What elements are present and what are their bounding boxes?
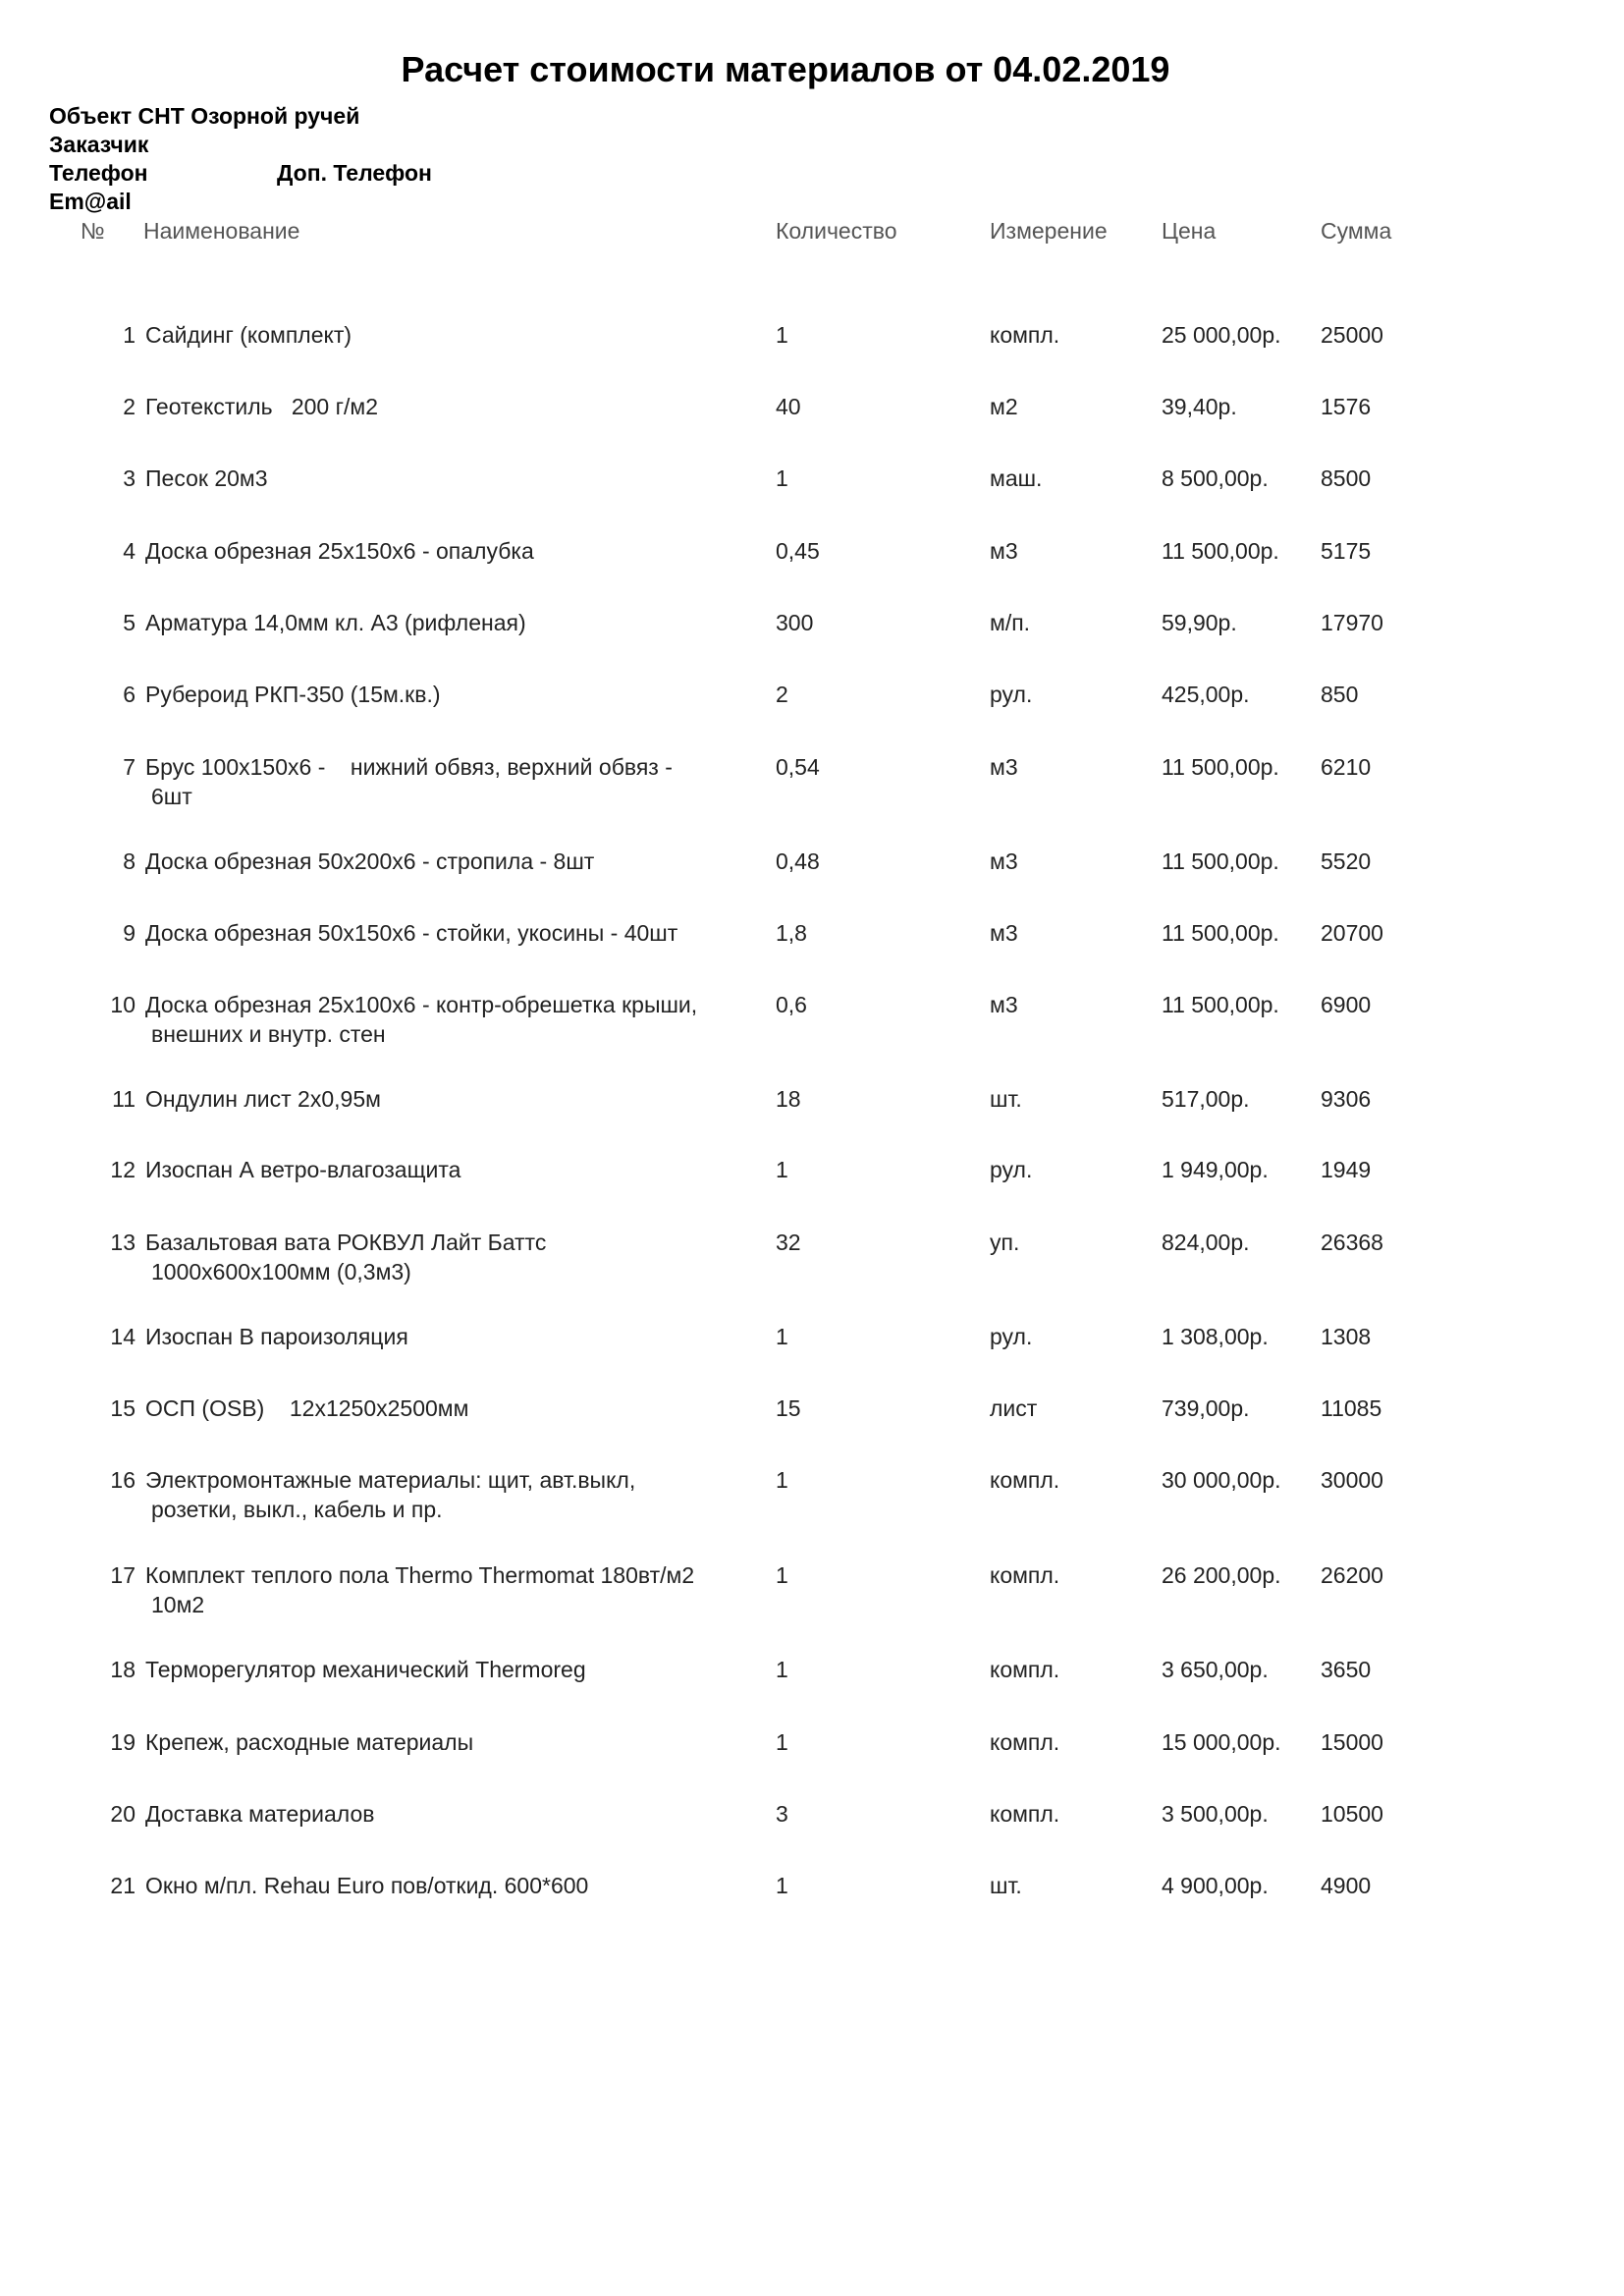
row-name-continuation: 6шт: [151, 784, 192, 809]
row-name: [145, 1322, 756, 1351]
row-name-line: Электромонтажные материалы: щит, авт.выкл,: [145, 1467, 636, 1493]
row-name-line: Изоспан В пароизоляция: [145, 1324, 408, 1349]
row-quantity: 18: [776, 1086, 801, 1112]
row-name-continuation: розетки, выкл., кабель и пр.: [151, 1497, 443, 1522]
row-number: 18: [110, 1657, 135, 1682]
row-price: 739,00р.: [1162, 1395, 1250, 1421]
row-sum: 5520: [1321, 848, 1372, 874]
row-unit: рул.: [990, 1324, 1033, 1349]
row-sum: 1576: [1321, 394, 1372, 419]
row-price: 25 000,00р.: [1162, 322, 1281, 348]
column-header-unit: Измерение: [990, 218, 1108, 244]
row-price: 425,00р.: [1162, 682, 1250, 707]
row-quantity: 40: [776, 394, 801, 419]
row-sum: 15000: [1321, 1729, 1383, 1755]
row-quantity: 1: [776, 1324, 788, 1349]
row-unit: рул.: [990, 682, 1033, 707]
row-name-line: Геотекстиль 200 г/м2: [145, 394, 378, 419]
row-quantity: 32: [776, 1230, 801, 1255]
row-sum: 6900: [1321, 992, 1372, 1017]
row-unit: м/п.: [990, 610, 1031, 635]
column-header-num: №: [81, 218, 105, 244]
row-quantity: 3: [776, 1801, 788, 1827]
row-price: 517,00р.: [1162, 1086, 1250, 1112]
row-sum: 8500: [1321, 465, 1372, 491]
row-name-line: Рубероид РКП-350 (15м.кв.): [145, 682, 441, 707]
row-name: [145, 1560, 756, 1619]
row-price: 11 500,00р.: [1162, 992, 1279, 1017]
row-price: 3 500,00р.: [1162, 1801, 1269, 1827]
row-unit: м3: [990, 538, 1018, 564]
row-name: [145, 392, 756, 421]
document-title: Расчет стоимости материалов от 04.02.2019: [401, 49, 1170, 89]
column-header-qty: Количество: [776, 218, 897, 244]
phone-label: Телефон: [49, 160, 148, 186]
row-unit: шт.: [990, 1873, 1022, 1898]
row-quantity: 2: [776, 682, 788, 707]
row-quantity: 1: [776, 1467, 788, 1493]
row-number: 19: [110, 1729, 135, 1755]
row-name-line: Терморегулятор механический Thermoreg: [145, 1657, 586, 1682]
row-name: [145, 608, 756, 637]
email-label: Em@ail: [49, 189, 132, 214]
row-number: 16: [110, 1467, 135, 1493]
row-sum: 850: [1321, 682, 1359, 707]
row-name: [145, 1084, 756, 1114]
row-quantity: 0,45: [776, 538, 820, 564]
row-price: 39,40р.: [1162, 394, 1237, 419]
row-name: [145, 1155, 756, 1184]
row-name: [145, 1228, 756, 1286]
row-name-line: Комплект теплого пола Thermo Thermomat 180вт/м2: [145, 1562, 695, 1588]
row-name-line: Арматура 14,0мм кл. А3 (рифленая): [145, 610, 526, 635]
row-sum: 26200: [1321, 1562, 1383, 1588]
row-price: 3 650,00р.: [1162, 1657, 1269, 1682]
row-unit: уп.: [990, 1230, 1020, 1255]
row-number: 10: [110, 992, 135, 1017]
row-price: 11 500,00р.: [1162, 754, 1279, 780]
row-quantity: 1: [776, 1729, 788, 1755]
row-name: [145, 1871, 756, 1900]
row-name: [145, 464, 756, 493]
row-number: 9: [123, 920, 135, 946]
row-sum: 3650: [1321, 1657, 1372, 1682]
row-price: 26 200,00р.: [1162, 1562, 1281, 1588]
row-number: 12: [110, 1157, 135, 1182]
customer-label: Заказчик: [49, 132, 149, 157]
row-unit: рул.: [990, 1157, 1033, 1182]
row-name-line: Сайдинг (комплект): [145, 322, 352, 348]
row-unit: лист: [990, 1395, 1038, 1421]
row-name: [145, 752, 756, 811]
row-name-line: Базальтовая вата РОКВУЛ Лайт Баттс: [145, 1230, 547, 1255]
row-sum: 26368: [1321, 1230, 1383, 1255]
row-price: 11 500,00р.: [1162, 538, 1279, 564]
row-price: 1 308,00р.: [1162, 1324, 1269, 1349]
row-sum: 1308: [1321, 1324, 1372, 1349]
row-name: [145, 536, 756, 566]
row-name: [145, 320, 756, 350]
row-sum: 11085: [1321, 1395, 1382, 1421]
row-unit: м3: [990, 848, 1018, 874]
row-name-continuation: внешних и внутр. стен: [151, 1021, 386, 1047]
row-name-line: Крепеж, расходные материалы: [145, 1729, 474, 1755]
row-unit: маш.: [990, 465, 1043, 491]
row-number: 14: [110, 1324, 135, 1349]
row-number: 6: [123, 682, 135, 707]
row-number: 2: [123, 394, 135, 419]
row-quantity: 1: [776, 1562, 788, 1588]
row-sum: 30000: [1321, 1467, 1383, 1493]
row-name-line: Доска обрезная 50х200х6 - стропила - 8шт: [145, 848, 595, 874]
row-unit: м2: [990, 394, 1018, 419]
row-name-line: Доставка материалов: [145, 1801, 375, 1827]
row-unit: шт.: [990, 1086, 1022, 1112]
column-header-name: Наименование: [143, 218, 300, 244]
row-quantity: 1: [776, 1157, 788, 1182]
row-number: 4: [123, 538, 135, 564]
row-name-line: Доска обрезная 25х150х6 - опалубка: [145, 538, 534, 564]
row-number: 20: [110, 1801, 135, 1827]
row-quantity: 300: [776, 610, 814, 635]
row-name-line: Окно м/пл. Rehau Euro пов/откид. 600*600: [145, 1873, 589, 1898]
row-number: 15: [110, 1395, 135, 1421]
column-header-sum: Сумма: [1321, 218, 1392, 244]
row-name-line: Ондулин лист 2х0,95м: [145, 1086, 381, 1112]
row-name: [145, 847, 756, 876]
row-name-line: Доска обрезная 50х150х6 - стойки, укосины - 40шт: [145, 920, 678, 946]
row-number: 5: [123, 610, 135, 635]
row-number: 17: [110, 1562, 135, 1588]
row-sum: 6210: [1321, 754, 1372, 780]
row-sum: 17970: [1321, 610, 1383, 635]
row-unit: компл.: [990, 1729, 1060, 1755]
row-name-continuation: 10м2: [151, 1592, 205, 1617]
row-number: 13: [110, 1230, 135, 1255]
row-price: 4 900,00р.: [1162, 1873, 1269, 1898]
row-quantity: 1: [776, 465, 788, 491]
row-sum: 20700: [1321, 920, 1383, 946]
row-quantity: 15: [776, 1395, 801, 1421]
row-number: 1: [123, 322, 135, 348]
row-number: 8: [123, 848, 135, 874]
row-quantity: 1: [776, 1657, 788, 1682]
row-quantity: 1: [776, 1873, 788, 1898]
row-price: 11 500,00р.: [1162, 920, 1279, 946]
row-name-line: ОСП (OSB) 12х1250х2500мм: [145, 1395, 469, 1421]
object-value: СНТ Озорной ручей: [137, 103, 360, 129]
row-number: 21: [110, 1873, 135, 1898]
row-sum: 4900: [1321, 1873, 1372, 1898]
row-unit: компл.: [990, 1467, 1060, 1493]
row-name: [145, 1394, 756, 1423]
row-quantity: 0,48: [776, 848, 820, 874]
row-quantity: 0,6: [776, 992, 807, 1017]
row-number: 3: [123, 465, 135, 491]
row-name-line: Песок 20м3: [145, 465, 268, 491]
row-quantity: 0,54: [776, 754, 820, 780]
row-unit: м3: [990, 992, 1018, 1017]
row-name: [145, 680, 756, 709]
row-price: 15 000,00р.: [1162, 1729, 1281, 1755]
row-unit: м3: [990, 754, 1018, 780]
column-header-price: Цена: [1162, 218, 1217, 244]
row-sum: 9306: [1321, 1086, 1372, 1112]
row-name: [145, 1727, 756, 1757]
row-number: 11: [112, 1086, 135, 1112]
row-name: [145, 1655, 756, 1684]
row-quantity: 1: [776, 322, 788, 348]
row-price: 11 500,00р.: [1162, 848, 1279, 874]
row-unit: компл.: [990, 1801, 1060, 1827]
row-name-line: Изоспан А ветро-влагозащита: [145, 1157, 461, 1182]
row-sum: 25000: [1321, 322, 1383, 348]
row-number: 7: [123, 754, 135, 780]
row-name-line: Доска обрезная 25х100х6 - контр-обрешетка крыши,: [145, 992, 698, 1017]
row-sum: 10500: [1321, 1801, 1383, 1827]
row-price: 8 500,00р.: [1162, 465, 1269, 491]
row-price: 824,00р.: [1162, 1230, 1250, 1255]
row-unit: компл.: [990, 1562, 1060, 1588]
row-name: [145, 1799, 756, 1829]
row-name-continuation: 1000х600х100мм (0,3м3): [151, 1259, 411, 1285]
row-name-line: Брус 100х150х6 - нижний обвяз, верхний обвяз -: [145, 754, 673, 780]
extra-phone-label: Доп. Телефон: [277, 160, 432, 186]
row-price: 1 949,00р.: [1162, 1157, 1269, 1182]
row-sum: 1949: [1321, 1157, 1372, 1182]
row-price: 30 000,00р.: [1162, 1467, 1281, 1493]
row-name: [145, 918, 756, 948]
row-name: [145, 1465, 756, 1524]
row-sum: 5175: [1321, 538, 1372, 564]
row-unit: компл.: [990, 1657, 1060, 1682]
row-unit: м3: [990, 920, 1018, 946]
row-price: 59,90р.: [1162, 610, 1237, 635]
row-quantity: 1,8: [776, 920, 807, 946]
row-name: [145, 990, 756, 1049]
object-label: Объект: [49, 103, 133, 129]
row-unit: компл.: [990, 322, 1060, 348]
object-line: [49, 103, 359, 130]
